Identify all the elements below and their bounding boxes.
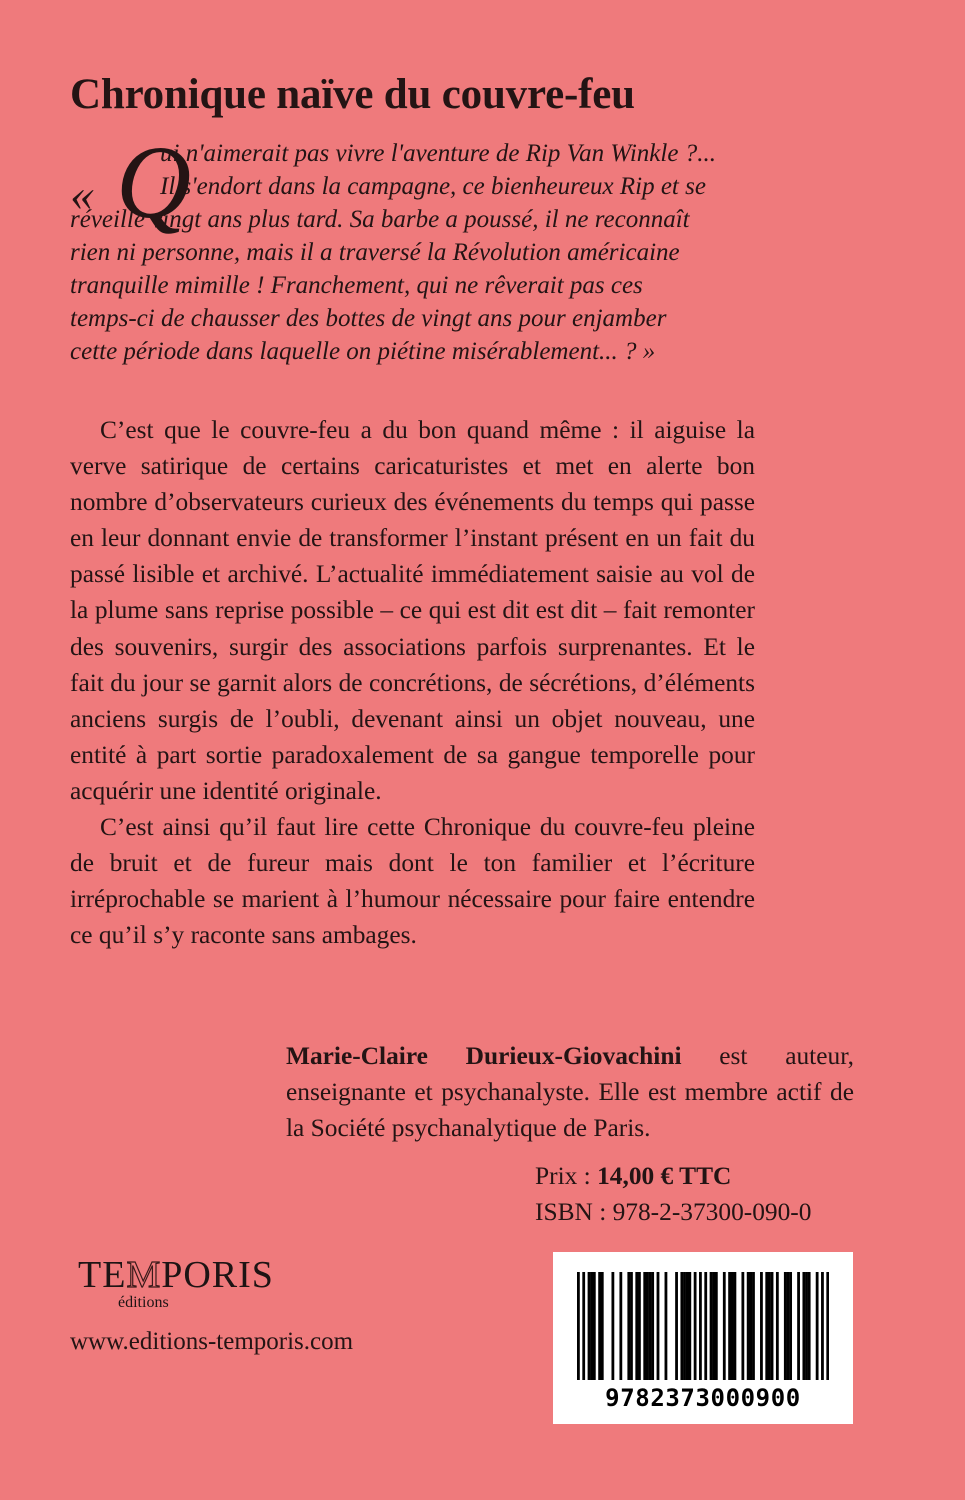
barcode-bar (694, 1272, 697, 1380)
barcode-bar (805, 1272, 808, 1380)
price (535, 1158, 731, 1194)
barcode-bar (680, 1272, 683, 1380)
barcode-bar (627, 1272, 630, 1380)
barcode-bar (734, 1272, 737, 1380)
logo-text-pre: TE (78, 1254, 127, 1296)
barcode-bar (787, 1272, 790, 1380)
barcode-bar (731, 1272, 734, 1380)
barcode-bar (826, 1272, 829, 1380)
barcode-bar (638, 1272, 641, 1380)
barcode-bar (768, 1272, 771, 1380)
barcode-bar (784, 1272, 787, 1380)
barcode-bar (776, 1272, 779, 1380)
barcode-bar (808, 1272, 811, 1380)
quote-line: Il s'endort dans la campagne, ce bienheureux Rip et se (160, 173, 706, 200)
barcode-bar (789, 1272, 792, 1380)
barcode-bar (651, 1272, 654, 1380)
barcode-bar (771, 1272, 774, 1380)
barcode-bar (710, 1272, 713, 1380)
quote-line: rien ni personne, mais il a traversé la Révolution américaine (70, 239, 680, 266)
publisher-url: www.editions-temporis.com (70, 1328, 354, 1355)
barcode-bar (741, 1272, 744, 1380)
blurb-text (70, 412, 755, 953)
barcode-bar (816, 1272, 819, 1380)
barcode (553, 1252, 853, 1424)
quote-line: tranquille mimille ! Franchement, qui ne rêverait pas ces (70, 272, 643, 299)
barcode-bar (747, 1272, 750, 1380)
barcode-bar (611, 1272, 614, 1380)
barcode-bar (821, 1272, 824, 1380)
barcode-bar (665, 1272, 668, 1380)
barcode-bar (699, 1272, 702, 1380)
barcode-bar (760, 1272, 763, 1380)
barcode-bar (797, 1272, 800, 1380)
barcode-bar (643, 1272, 646, 1380)
quote-line: cette période dans laquelle on piétine misérablement... ? » (70, 338, 656, 365)
barcode-bar (630, 1272, 633, 1380)
quote-line: temps-ci de chausser des bottes de vingt ans pour enjamber (70, 305, 667, 332)
author-bio-text: est auteur, enseignante et psychanalyste. Elle est membre actif de la Société psychanalytique de Paris. (286, 1042, 854, 1143)
barcode-bar (686, 1272, 689, 1380)
barcode-bar (723, 1272, 726, 1380)
barcode-bar (712, 1272, 715, 1380)
barcode-bar (619, 1272, 622, 1380)
barcode-bar (715, 1272, 718, 1380)
barcode-number: 9782373000900 (605, 1384, 801, 1412)
publisher-logo (78, 1254, 274, 1311)
barcode-bar (588, 1272, 591, 1380)
price-value: 14,00 € TTC (597, 1162, 732, 1190)
barcode-bar (646, 1272, 649, 1380)
barcode-bar (802, 1272, 805, 1380)
quote-line: ui n'aimerait pas vivre l'aventure de Rip Van Winkle ?... (160, 140, 716, 167)
barcode-bar (598, 1272, 601, 1380)
book-title: Chronique naïve du couvre-feu (70, 71, 635, 118)
barcode-bar (675, 1272, 678, 1380)
quote-open-mark: « (70, 168, 94, 221)
epigraph-quote (70, 125, 760, 385)
barcode-bar (590, 1272, 593, 1380)
barcode-bar (704, 1272, 707, 1380)
barcode-bar (577, 1272, 580, 1380)
barcode-bar (728, 1272, 731, 1380)
blurb-paragraph: C’est que le couvre-feu a du bon quand même : il aiguise la verve satirique de certains caricaturistes et met en alerte bon nombre d’observateurs curieux des événements du temps qui passe en leur donnant envie de transformer l’instant présent en un fait du passé lisible et archivé. L’actualité immédiatement saisie au vol de la plume sans reprise possible – ce qui est dit est dit – fait remonter des souvenirs, surgir des associations parfois surprenantes. Et le fait du jour se garnit alors de concrétions, de sécrétions, d’éléments anciens surgis de l’oubli, devenant ainsi un objet nouveau, une entité à part sortie paradoxalement de sa gangue temporelle pour acquérir une identité originale. (70, 416, 755, 805)
blurb-paragraph: C’est ainsi qu’il faut lire cette Chronique du couvre-feu pleine de bruit et de fureur mais dont le ton familier et l’écriture irréprochable se marient à l’humour nécessaire pour faire entendre ce qu’il s’y raconte sans ambages. (70, 813, 755, 950)
author-bio (286, 1038, 854, 1147)
barcode-bar (593, 1272, 596, 1380)
barcode-bar (749, 1272, 752, 1380)
barcode-bar (649, 1272, 652, 1380)
logo-text-mid: M (126, 1254, 162, 1296)
barcode-bar (657, 1272, 660, 1380)
price-label: Prix : (535, 1162, 598, 1190)
quote-drop-letter: Q (116, 125, 192, 240)
barcode-bar (765, 1272, 768, 1380)
barcode-bar (683, 1272, 686, 1380)
logo-text-post: PORIS (161, 1254, 274, 1296)
author-name: Marie-Claire Durieux-Giovachini (286, 1042, 682, 1070)
barcode-bar (601, 1272, 604, 1380)
logo-subtitle: éditions (118, 1294, 169, 1311)
quote-line: réveille vingt ans plus tard. Sa barbe a poussé, il ne reconnaît (70, 206, 690, 233)
isbn: ISBN : 978-2-37300-090-0 (535, 1198, 812, 1226)
barcode-bars (577, 1272, 829, 1382)
barcode-bar (582, 1272, 585, 1380)
barcode-bar (752, 1272, 755, 1380)
barcode-bar (635, 1272, 638, 1380)
barcode-bar (688, 1272, 691, 1380)
